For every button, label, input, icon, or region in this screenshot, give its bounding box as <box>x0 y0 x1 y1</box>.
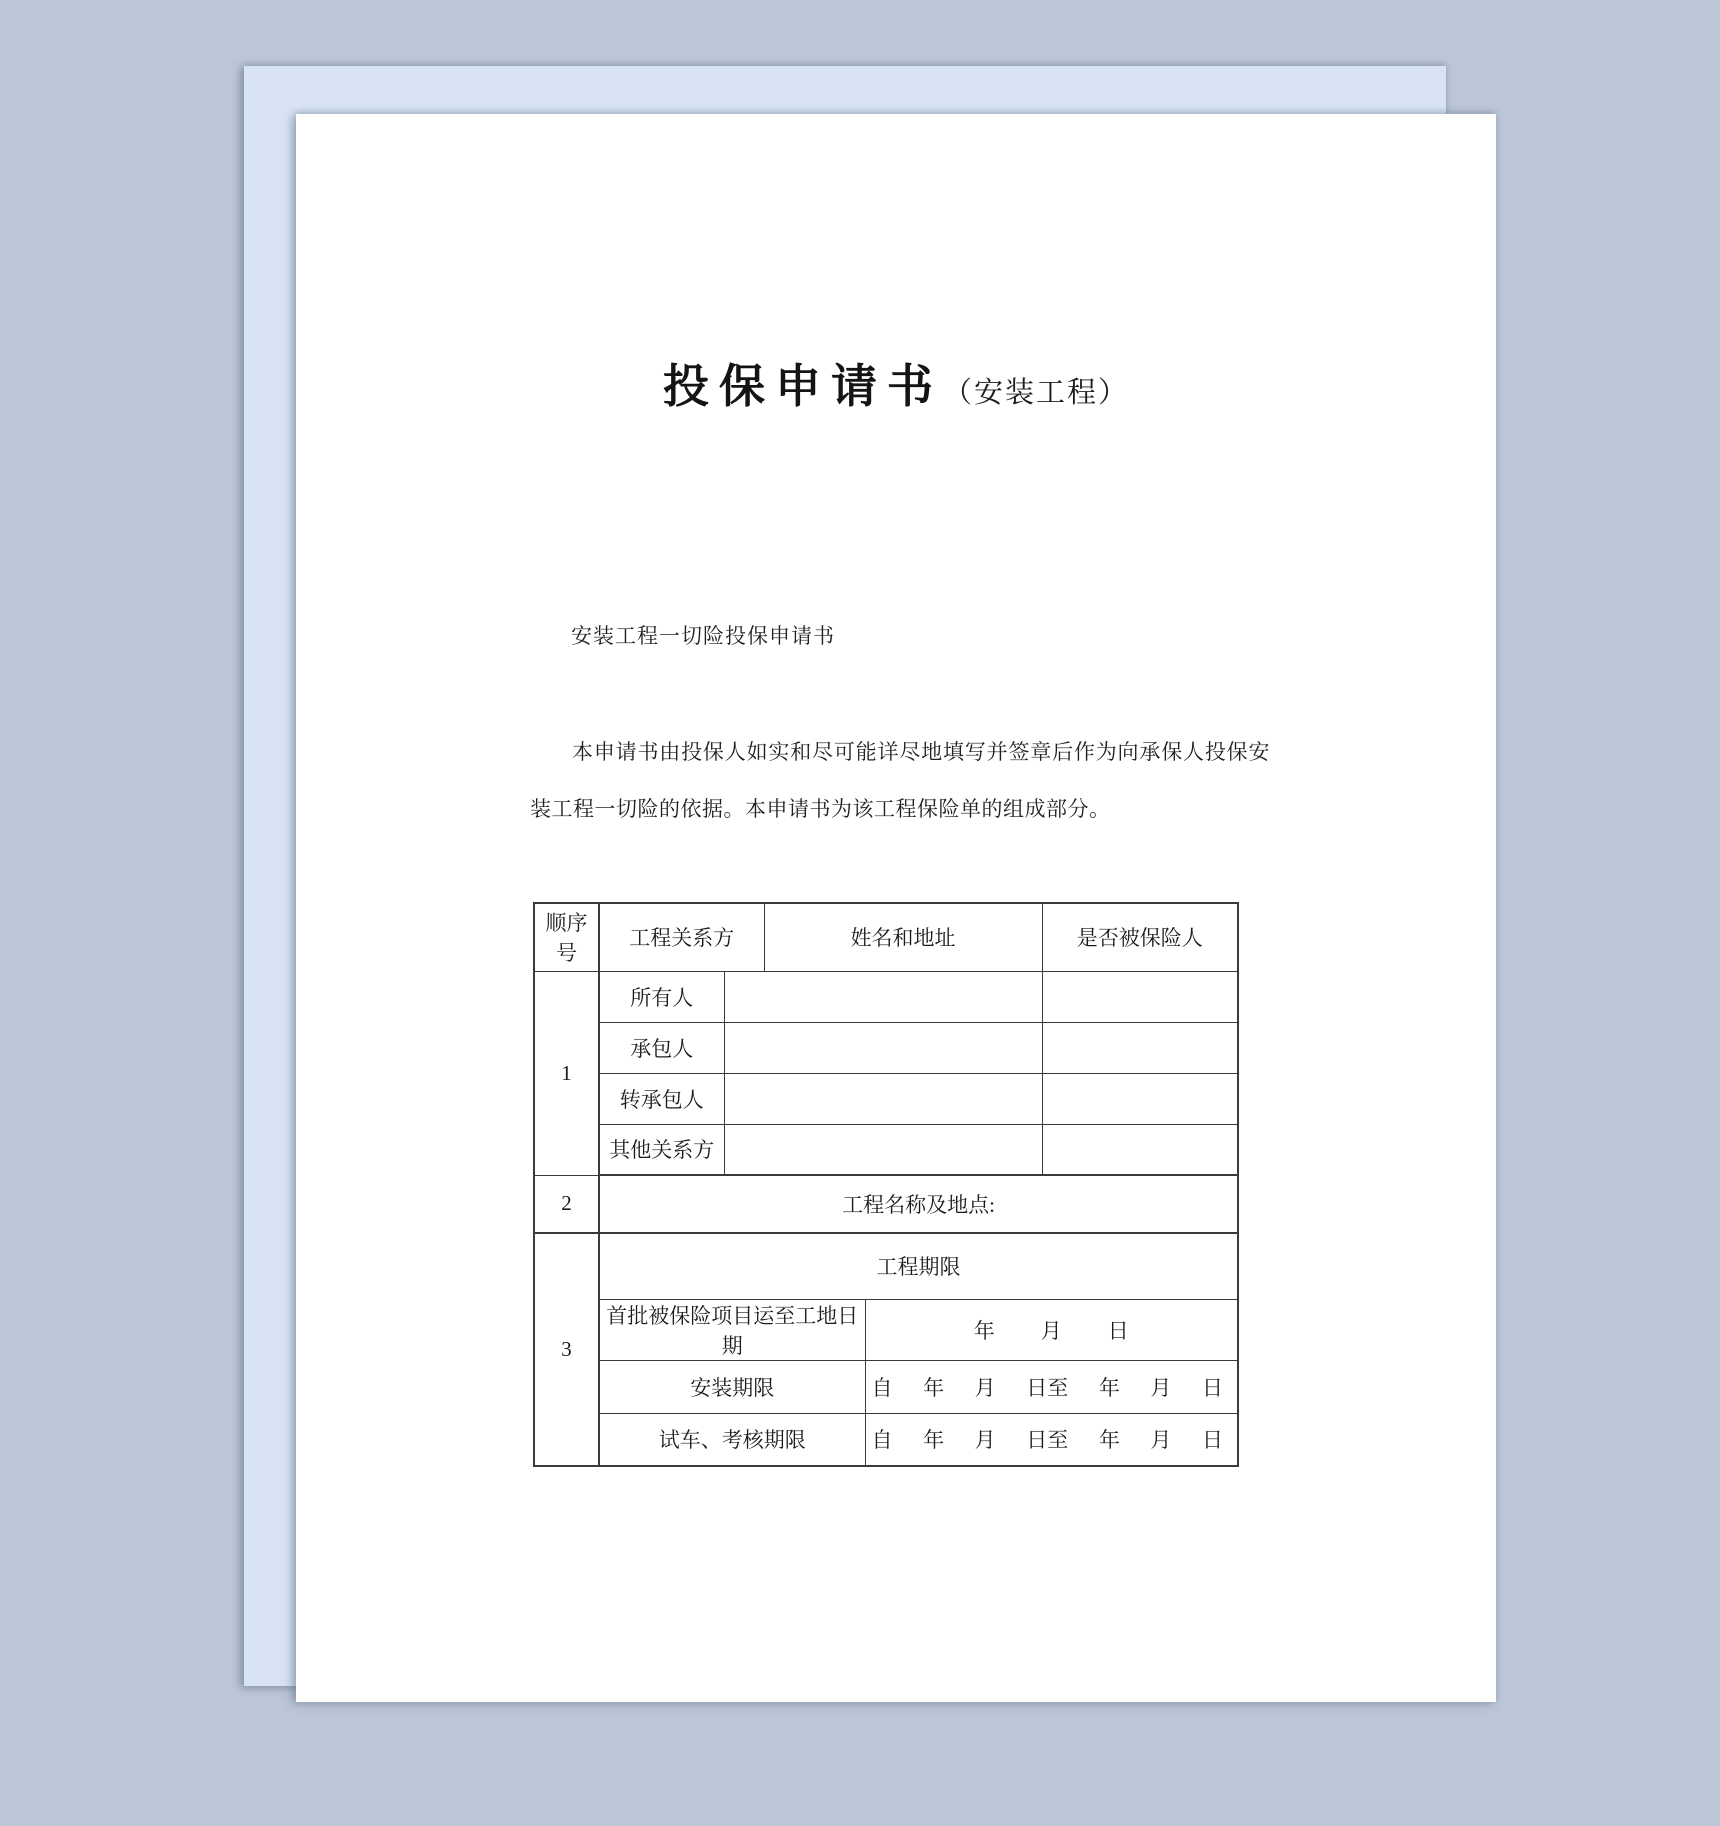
section1-index: 1 <box>534 971 599 1175</box>
document-title <box>296 350 1496 416</box>
test-period-date <box>870 1414 1234 1466</box>
document-title-paren: （安装工程） <box>942 377 1129 409</box>
install-period-date-cell <box>865 1360 1238 1413</box>
row-other-label: 其他关系方 <box>599 1124 724 1175</box>
month-label: 月 <box>1150 1375 1172 1400</box>
year-label: 年 <box>923 1428 945 1453</box>
row-contractor-name-field <box>724 1022 1042 1073</box>
install-period-date <box>870 1361 1234 1413</box>
first-batch-date-cell <box>865 1299 1238 1360</box>
month-label: 月 <box>974 1428 996 1453</box>
row-subcontractor-insured-field <box>1042 1073 1238 1124</box>
document-intro-paragraph: 本申请书由投保人如实和尽可能详尽地填写并签章后作为向承保人投保安装工程一切险的依据。本申请书为该工程保险单的组成部分。 <box>530 740 1270 821</box>
row-subcontractor-name-field <box>724 1073 1042 1124</box>
document-page <box>296 114 1496 1702</box>
year-label: 年 <box>973 1318 995 1343</box>
row-other-insured-field <box>1042 1124 1238 1175</box>
test-period-date-cell <box>865 1413 1238 1466</box>
year-label: 年 <box>1098 1375 1120 1400</box>
day-to-label: 日至 <box>1026 1428 1069 1453</box>
day-label: 日 <box>1107 1318 1129 1343</box>
header-is-insured: 是否被保险人 <box>1042 903 1238 971</box>
month-label: 月 <box>974 1375 996 1400</box>
day-to-label: 日至 <box>1026 1375 1069 1400</box>
first-batch-label: 首批被保险项目运至工地日期 <box>599 1299 865 1360</box>
from-label: 自 <box>871 1375 893 1400</box>
row-other-name-field <box>724 1124 1042 1175</box>
row-contractor-insured-field <box>1042 1022 1238 1073</box>
day-label: 日 <box>1201 1375 1223 1400</box>
row-subcontractor-label: 转承包人 <box>599 1073 724 1124</box>
install-period-label: 安装期限 <box>599 1360 865 1413</box>
row-contractor-label: 承包人 <box>599 1022 724 1073</box>
section3-index: 3 <box>534 1233 599 1466</box>
section2-index: 2 <box>534 1175 599 1233</box>
document-subtitle: 安装工程一切险投保申请书 <box>571 624 835 648</box>
project-period-header: 工程期限 <box>599 1233 1238 1299</box>
insurance-form-table <box>533 902 1239 1467</box>
month-label: 月 <box>1040 1318 1062 1343</box>
row-owner-label: 所有人 <box>599 971 724 1022</box>
document-title-main: 投保申请书 <box>662 360 943 412</box>
month-label: 月 <box>1150 1428 1172 1453</box>
from-label: 自 <box>871 1428 893 1453</box>
header-order-no: 顺序号 <box>534 903 599 971</box>
header-name-address: 姓名和地址 <box>764 903 1042 971</box>
first-batch-date <box>870 1300 1234 1360</box>
year-label: 年 <box>1098 1428 1120 1453</box>
row-owner-insured-field <box>1042 971 1238 1022</box>
row-owner-name-field <box>724 971 1042 1022</box>
project-name-location-label: 工程名称及地点: <box>599 1175 1238 1233</box>
header-relation: 工程关系方 <box>599 903 764 971</box>
test-period-label: 试车、考核期限 <box>599 1413 865 1466</box>
year-label: 年 <box>923 1375 945 1400</box>
day-label: 日 <box>1201 1428 1223 1453</box>
